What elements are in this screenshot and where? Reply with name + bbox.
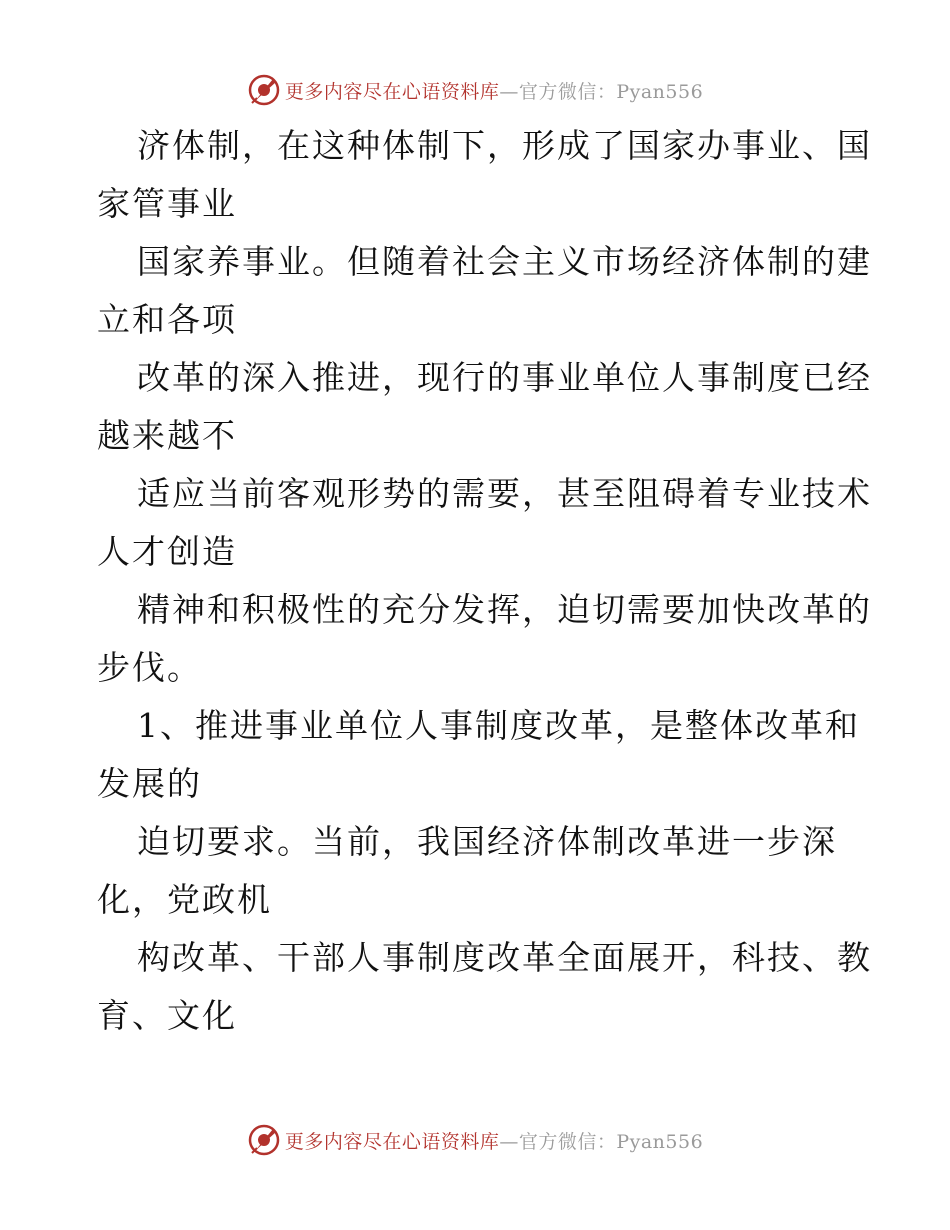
header-site-text: 更多内容尽在心语资料库 [284, 80, 500, 103]
body-line: 化，党政机 [97, 880, 272, 919]
body-line: 越来越不 [97, 416, 237, 455]
header-dash: — [499, 80, 519, 103]
body-line: 家管事业 [97, 184, 237, 223]
header-banner [0, 70, 950, 110]
footer-text [285, 1127, 703, 1154]
body-line: 构改革、干部人事制度改革全面展开，科技、教 [137, 938, 872, 977]
body-line: 国家养事业。但随着社会主义市场经济体制的建 [137, 242, 872, 281]
body-line: 育、文化 [97, 996, 237, 1035]
document-body [97, 117, 872, 1045]
header-wechat-text: 官方微信：Pyan556 [518, 80, 704, 103]
body-line: 改革的深入推进，现行的事业单位人事制度已经 [137, 358, 872, 397]
quill-pen-logo-icon [247, 1123, 281, 1157]
footer-banner [0, 1120, 950, 1160]
quill-pen-logo-icon [247, 73, 281, 107]
header-text [285, 77, 703, 104]
body-line: 1、推进事业单位人事制度改革，是整体改革和 [137, 706, 860, 745]
footer-site-text: 更多内容尽在心语资料库 [284, 1130, 500, 1153]
body-line: 适应当前客观形势的需要，甚至阻碍着专业技术 [137, 474, 872, 513]
body-line: 人才创造 [97, 532, 237, 571]
footer-wechat-text: 官方微信：Pyan556 [518, 1130, 704, 1153]
body-line: 济体制，在这种体制下，形成了国家办事业、国 [137, 126, 872, 165]
body-line: 立和各项 [97, 300, 237, 339]
body-line: 精神和积极性的充分发挥，迫切需要加快改革的 [137, 590, 872, 629]
body-line: 发展的 [97, 764, 202, 803]
body-line: 迫切要求。当前，我国经济体制改革进一步深 [137, 822, 837, 861]
body-line: 步伐。 [97, 648, 202, 687]
footer-dash: — [499, 1130, 519, 1153]
